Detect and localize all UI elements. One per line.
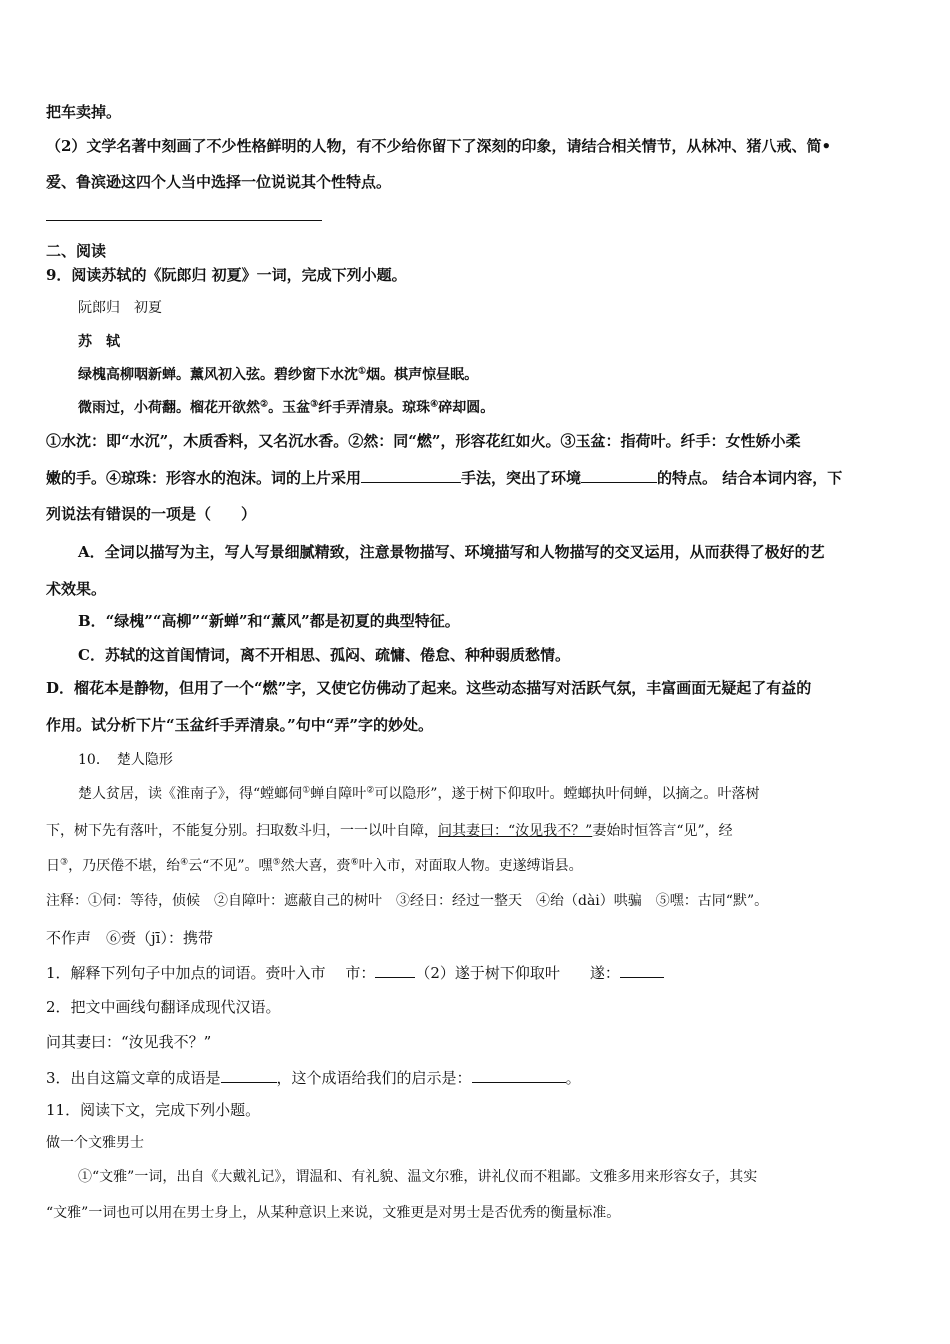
footnote-marker: ②	[260, 399, 269, 410]
story-text: 妻始时恒答言“见”，经	[592, 823, 733, 839]
option-d-line2: 作用。试分析下片“玉盆纤手弄清泉。”句中“弄”字的妙处。	[46, 716, 434, 734]
section-heading-reading: 二、阅读	[46, 242, 107, 260]
answer-line	[46, 220, 322, 221]
fill-blank	[620, 961, 664, 978]
story-text: ，乃厌倦不堪，绐	[68, 858, 181, 874]
fill-blank	[361, 466, 461, 483]
poem-text: 微雨过，小荷翻。榴花开欲然	[78, 400, 260, 416]
fill-blank	[472, 1066, 566, 1083]
story-line-3	[46, 855, 583, 877]
question-text: （2）遂于树下仰取叶 遂：	[415, 964, 620, 982]
poem-title: 阮郎归 初夏	[78, 300, 162, 316]
story-text: 叶入市，对面取人物。吏遂缚诣县。	[358, 858, 583, 874]
story-text: 然大喜，赍	[280, 858, 351, 874]
poem-text: 碎却圆。	[438, 400, 495, 416]
fill-blank	[221, 1066, 277, 1083]
story-text: 蝉自障叶	[310, 786, 367, 802]
footnote-marker: ④	[180, 857, 189, 868]
poem-text: 烟。棋声惊昼眠。	[366, 367, 479, 383]
note-text: 手法，突出了环境	[461, 469, 582, 487]
essay-title: 做一个文雅男士	[46, 1135, 144, 1151]
option-b: B．“绿槐”“高柳”“新蝉”和“薰风”都是初夏的典型特征。	[78, 612, 460, 630]
poem-text: 。玉盆	[268, 400, 311, 416]
poem-text: 纤手弄清泉。琼珠	[318, 400, 431, 416]
question-10-3	[46, 1066, 581, 1089]
footnote-marker: ②	[366, 785, 375, 796]
question-9-prompt: 9．阅读苏轼的《阮郎归 初夏》一词，完成下列小题。	[46, 266, 407, 284]
question-11-prompt: 11．阅读下文，完成下列小题。	[46, 1101, 261, 1119]
question-text: 3．出自这篇文章的成语是	[46, 1069, 221, 1087]
footnote-marker: ④	[430, 399, 439, 410]
footnote-marker: ⑤	[272, 857, 281, 868]
note-text: 的特点。 结合本词内容，下	[657, 469, 843, 487]
question-text: 1．解释下列句子中加点的词语。赍叶入市 市：	[46, 964, 376, 982]
question-8-2-line2: 爱、鲁滨逊这四个人当中选择一位说说其个性特点。	[46, 173, 392, 191]
option-a-line1: A．全词以描写为主，写人写景细腻精致，注意景物描写、环境描写和人物描写的交叉运用，从而获得了极好的艺	[78, 543, 825, 561]
essay-paragraph-line2: “文雅”一词也可以用在男士身上，从某种意识上来说，文雅更是对男士是否优秀的衡量标准。	[46, 1205, 621, 1221]
poem-author: 苏 轼	[78, 334, 120, 350]
footnote-marker: ①	[302, 785, 311, 796]
text-line: 把车卖掉。	[46, 103, 122, 121]
question-text: 。	[565, 1069, 581, 1087]
story-line-1	[78, 783, 759, 805]
story-line-2	[46, 820, 733, 842]
poem-text: 绿槐高柳咽新蝉。薰风初入弦。碧纱窗下水沈	[78, 367, 358, 383]
question-10-title: 10． 楚人隐形	[78, 752, 173, 768]
option-d-line1: D．榴花本是静物，但用了一个“燃”字，又使它仿佛动了起来。这些动态描写对活跃气氛，丰富画面无疑起了有益的	[46, 679, 812, 697]
annotations-line2: 不作声 ⑥赍（jī）：携带	[46, 929, 213, 947]
footnote-marker: ⑥	[350, 857, 359, 868]
note-text: 嫩的手。④琼珠：形容水的泡沫。词的上片采用	[46, 469, 362, 487]
question-9-stem: 列说法有错误的一项是（ ）	[46, 505, 257, 523]
footnote-marker: ①	[358, 366, 367, 377]
story-text: 下，树下先有落叶，不能复分别。扫取数斗归，一一以叶自障，	[46, 823, 438, 839]
story-text: 楚人贫居，读《淮南子》，得“螳螂伺	[78, 786, 303, 802]
poem-line-2	[78, 397, 494, 419]
poem-line-1	[78, 364, 478, 386]
annotations-line1: 注释：①伺：等待，侦候 ②自障叶：遮蔽自己的树叶 ③经日：经过一整天 ④绐（dài）哄骗 ⑤嘿：古同“默”。	[46, 893, 769, 909]
option-c: C．苏轼的这首闺情词，离不开相思、孤闷、疏慵、倦怠、种种弱质愁情。	[78, 646, 570, 664]
story-text: 可以隐形”，遂于树下仰取叶。螳螂执叶伺蝉，以摘之。叶落树	[374, 786, 760, 802]
underlined-sentence: 问其妻曰：“汝见我不？”	[438, 823, 593, 839]
story-text: 云“不见”。嘿	[188, 858, 273, 874]
option-a-line2: 术效果。	[46, 580, 107, 598]
question-10-2-sentence: 问其妻曰：“汝见我不？”	[46, 1033, 212, 1051]
footnote-marker: ③	[60, 857, 69, 868]
question-10-1	[46, 961, 664, 984]
story-text: 日	[46, 858, 60, 874]
question-text: ，这个成语给我们的启示是：	[276, 1069, 472, 1087]
essay-paragraph-line1: ①“文雅”一词，出自《大戴礼记》，谓温和、有礼貌、温文尔雅，讲礼仪而不粗鄙。文雅多用来形容女子，其实	[78, 1169, 758, 1185]
question-8-2-line1: （2）文学名著中刻画了不少性格鲜明的人物，有不少给你留下了深刻的印象，请结合相关情节，从林冲、猪八戒、简•	[46, 137, 832, 155]
poem-notes-line1: ①水沈：即“水沉”，木质香料，又名沉水香。②然：同“燃”，形容花红如火。③玉盆：指荷叶。纤手：女性娇小柔	[46, 432, 801, 450]
footnote-marker: ③	[310, 399, 319, 410]
fill-blank	[375, 961, 415, 978]
fill-blank	[581, 466, 657, 483]
question-10-2: 2．把文中画线句翻译成现代汉语。	[46, 998, 281, 1016]
poem-notes-line2	[46, 466, 842, 489]
